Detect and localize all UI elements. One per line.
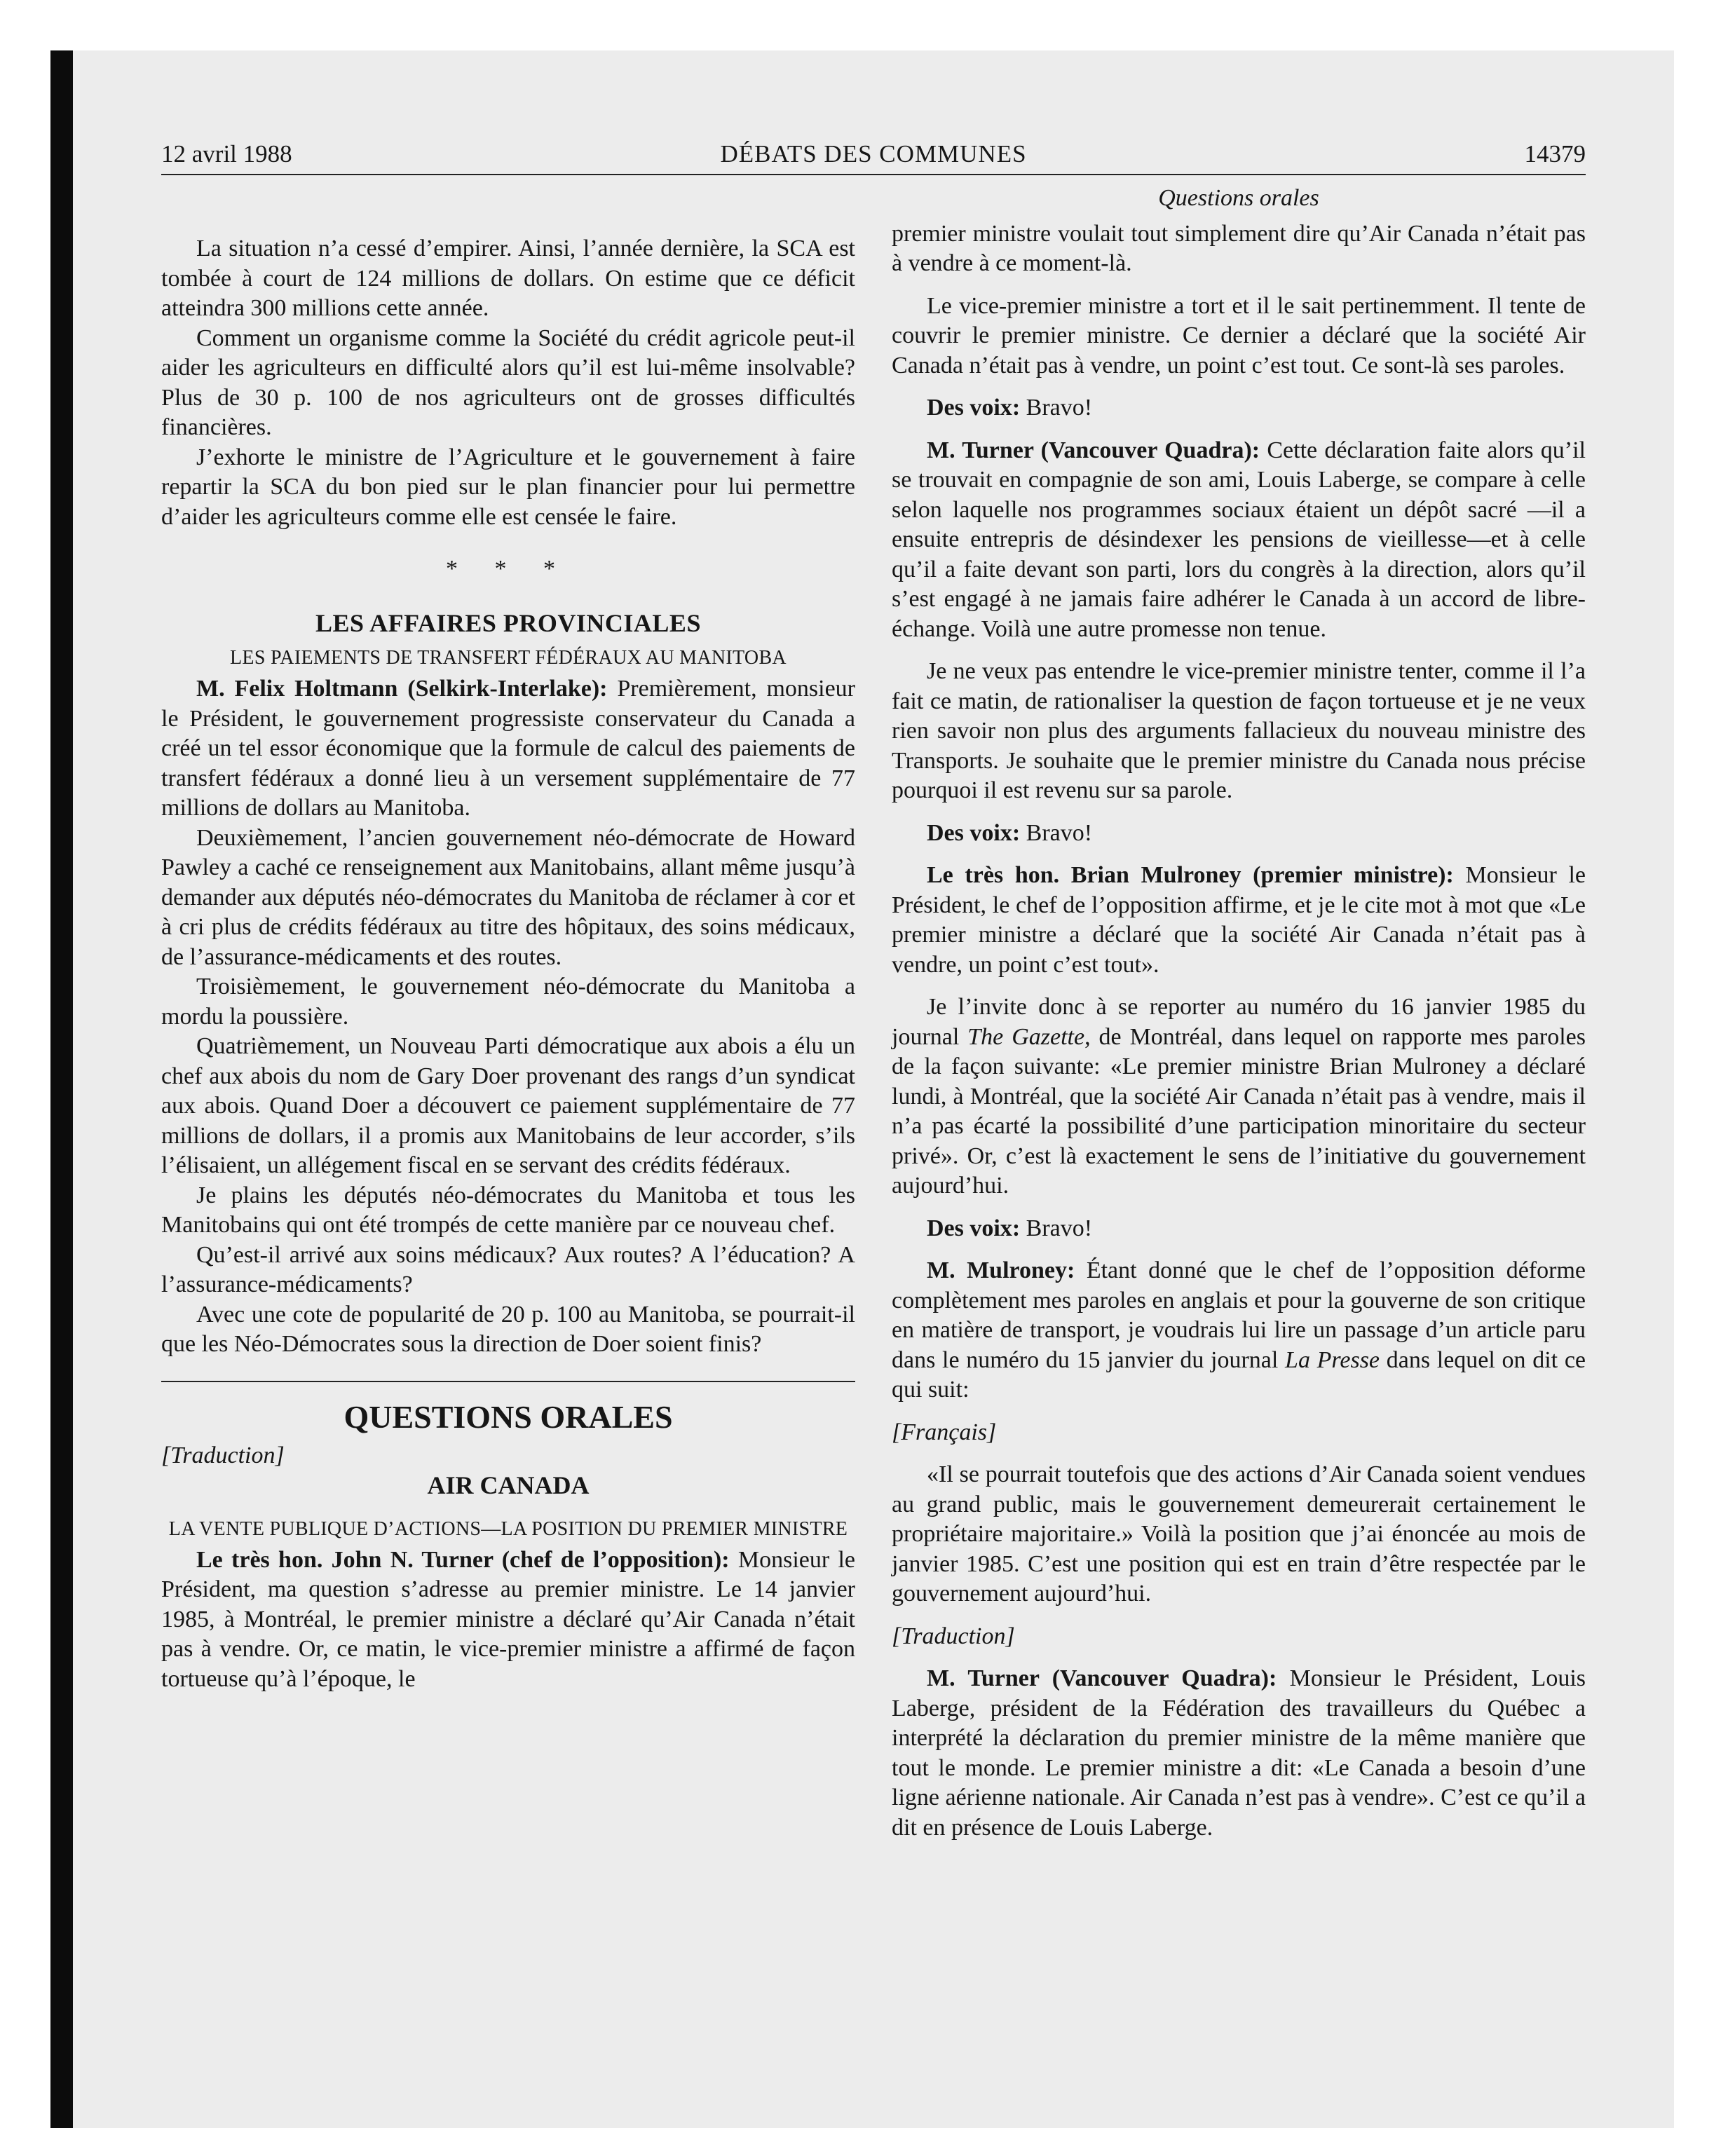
speech-mulroney — [892, 1256, 1586, 1405]
paragraph — [892, 992, 1586, 1201]
speech-text: Premièrement, monsieur le Président, le gouvernement progressiste conservateur du Canada a créé un tel essor économique que la formule de calcul des paiements de transfert fédéraux a donné lieu à un versement supplémentaire de 77 millions de dollars au Manitoba. — [161, 676, 855, 821]
right-column — [892, 184, 1586, 1843]
page-header — [161, 140, 1586, 174]
questions-orales-title: QUESTIONS ORALES — [343, 1398, 673, 1435]
speaker-name: M. Felix Holtmann (Selkirk-Interlake): — [196, 676, 608, 702]
paragraph: premier ministre voulait tout simplement dire qu’Air Canada n’était pas à vendre à ce moment-là. — [892, 220, 1586, 276]
translation-note: [Français] — [892, 1419, 997, 1445]
publication-title: The Gazette — [967, 1023, 1085, 1050]
speech-text: Étant donné que le chef de l’opposition déforme complètement mes paroles en anglais et pour la gouverne de son critique en matière de transport, je voudrais lui lire un passage d’un article paru dans le numéro du 15 janvier du journal — [892, 1257, 1586, 1373]
paragraph: Deuxièmement, l’ancien gouvernement néo-démocrate de Howard Pawley a caché ce renseignement aux Manitobains, allant même jusqu’à demander aux députés néo-démocrates du Manitoba de réclamer à cor et à cri plus de crédits fédéraux au titre des hôpitaux, des soins médicaux, de l’assurance-médicaments et des routes. — [161, 824, 855, 970]
interjection — [892, 819, 1586, 849]
speech-holtmann — [161, 674, 855, 824]
paragraph: J’exhorte le ministre de l’Agriculture et le gouvernement à faire repartir la SCA du bon pied sur le plan financier pour lui permettre d’aider les agriculteurs comme elle est censée le faire. — [161, 444, 855, 530]
speech-text: Je l’invite donc à se reporter au numéro du 16 janvier 1985 du journal — [892, 994, 1586, 1050]
paragraph: Avec une cote de popularité de 20 p. 100 au Manitoba, se pourrait-il que les Néo-Démocrates sous la direction de Doer soient finis? — [161, 1301, 855, 1357]
paragraph: La situation n’a cessé d’empirer. Ainsi, l’année dernière, la SCA est tombée à court de 124 millions de dollars. On estime que ce déficit atteindra 300 millions cette année. — [161, 236, 855, 321]
speech-turner — [161, 1546, 855, 1695]
section-title: LES AFFAIRES PROVINCIALES — [315, 608, 701, 637]
paragraph: Qu’est-il arrivé aux soins médicaux? Aux routes? A l’éducation? A l’assurance-médicaments? — [161, 1241, 855, 1297]
speech-text: , de Montréal, dans lequel on rapporte mes paroles de la façon suivante: «Le premier ministre Brian Mulroney a déclaré lundi, à Montréal, que la société Air Canada n’était pas à vendre, mais il n’a pas écarté la possibilité d’une participation minoritaire du secteur privé». Or, c’est là exactement le sens de l’initiative du gouvernement aujourd’hui. — [892, 1023, 1586, 1199]
quotation: «Il se pourrait toutefois que des actions d’Air Canada soient vendues au grand public, mais le gouvernement demeurerait certainement le propriétaire majoritaire.» Voilà la position que j’ai énoncée au mois de janvier 1985. C’est une position qui est en train d’être respectée par le gouvernement aujourd’hui. — [892, 1461, 1586, 1606]
header-title: DÉBATS DES COMMUNES — [720, 140, 1027, 168]
header-rule — [161, 174, 1586, 175]
interjection — [892, 393, 1586, 423]
speaker-name: Des voix: — [927, 395, 1021, 421]
translation-note: [Traduction] — [892, 1623, 1015, 1649]
running-head: Questions orales — [1158, 185, 1319, 211]
subject-title: AIR CANADA — [427, 1471, 590, 1499]
speaker-name: Des voix: — [927, 819, 1021, 846]
speech-text: Bravo! — [1020, 819, 1093, 846]
header-page-number: 14379 — [1524, 140, 1586, 168]
subject-subtitle: LA VENTE PUBLIQUE D’ACTIONS—LA POSITION DU PREMIER MINISTRE — [168, 1517, 848, 1540]
section-rule — [161, 1381, 855, 1382]
speaker-name: M. Turner (Vancouver Quadra): — [927, 1665, 1277, 1691]
speech-text: dans lequel on dit ce qui suit: — [892, 1346, 1586, 1403]
paragraph: Je plains les députés néo-démocrates du Manitoba et tous les Manitobains qui ont été trompés de cette manière par ce nouveau chef. — [161, 1182, 855, 1238]
paragraph: Le vice-premier ministre a tort et il le sait pertinemment. Il tente de couvrir le premier ministre. Ce dernier a déclaré que la société Air Canada n’était pas à vendre, un point c’est tout. Ce sont-là ses paroles. — [892, 292, 1586, 378]
speech-mulroney — [892, 861, 1586, 980]
binding-edge — [50, 50, 73, 2128]
speaker-name: M. Mulroney: — [927, 1257, 1075, 1283]
speech-text: Bravo! — [1020, 1215, 1093, 1241]
speech-turner — [892, 1664, 1586, 1843]
speech-text: Monsieur le Président, ma question s’adresse au premier ministre. Le 14 janvier 1985, à Montréal, le premier ministre a déclaré qu’Air Canada n’était pas à vendre. Or, ce matin, le vice-premier ministre a affirmé de façon tortueuse qu’à l’époque, le — [161, 1546, 856, 1692]
publication-title: La Presse — [1285, 1346, 1380, 1373]
section-subtitle: LES PAIEMENTS DE TRANSFERT FÉDÉRAUX AU MANITOBA — [230, 647, 787, 669]
speaker-name: M. Turner (Vancouver Quadra): — [927, 437, 1260, 463]
interjection — [892, 1214, 1586, 1244]
header-date: 12 avril 1988 — [161, 140, 292, 168]
paragraph: Comment un organisme comme la Société du crédit agricole peut-il aider les agriculteurs en difficulté alors qu’il est lui-même insolvable? Plus de 30 p. 100 de nos agriculteurs ont de grosses difficultés financières. — [161, 325, 855, 440]
speaker-name: Le très hon. Brian Mulroney (premier ministre): — [927, 862, 1454, 888]
speech-text: Monsieur le Président, Louis Laberge, président de la Fédération des travailleurs du Québec a interprété la déclaration du premier ministre de la même manière que tout le monde. Le premier ministre a dit: «Le Canada a besoin d’une ligne aérienne nationale. Air Canada n’est pas à vendre». C’est ce qu’il a dit en présence de Louis Laberge. — [892, 1665, 1586, 1841]
speaker-name: Le très hon. John N. Turner (chef de l’opposition): — [196, 1546, 730, 1573]
translation-note: [Traduction] — [161, 1442, 285, 1468]
speech-text: Cette déclaration faite alors qu’il se trouvait en compagnie de son ami, Louis Laberge, se compare à celle selon laquelle nos programmes sociaux étaient un dépôt sacré —il a ensuite entrepris de désindexer les pensions de vieillesse—et à celle qu’il a faite devant son parti, lors du congrès à la direction, alors qu’il s’est engagé à ne jamais faire adhérer le Canada à un accord de libre-échange. Voilà une autre promesse non tenue. — [892, 437, 1586, 642]
left-column — [161, 234, 855, 1694]
speech-text: Monsieur le Président, le chef de l’opposition affirme, et je le cite mot à mot que «Le premier ministre a déclaré que la société Air Canada n’était pas à vendre, un point c’est tout». — [892, 862, 1586, 978]
paragraph: Je ne veux pas entendre le vice-premier ministre tenter, comme il l’a fait ce matin, de rationaliser la question de façon tortueuse et je ne veux rien savoir non plus des arguments fallacieux du nouveau ministre des Transports. Je souhaite que le premier ministre du Canada nous précise pourquoi il est revenu sur sa parole. — [892, 658, 1586, 803]
section-separator: * * * — [446, 556, 571, 582]
paragraph: Quatrièmement, un Nouveau Parti démocratique aux abois a élu un chef aux abois du nom de Gary Doer provenant des rangs d’un syndicat aux abois. Quand Doer a découvert ce paiement supplémentaire de 77 millions de dollars, il a promis aux Manitobains de leur accorder, s’ils l’élisaient, un allégement fiscal en se servant des crédits fédéraux. — [161, 1033, 855, 1178]
speech-turner — [892, 436, 1586, 645]
speaker-name: Des voix: — [927, 1215, 1021, 1241]
speech-text: Bravo! — [1020, 395, 1093, 421]
paragraph: Troisièmement, le gouvernement néo-démocrate du Manitoba a mordu la poussière. — [161, 974, 855, 1030]
